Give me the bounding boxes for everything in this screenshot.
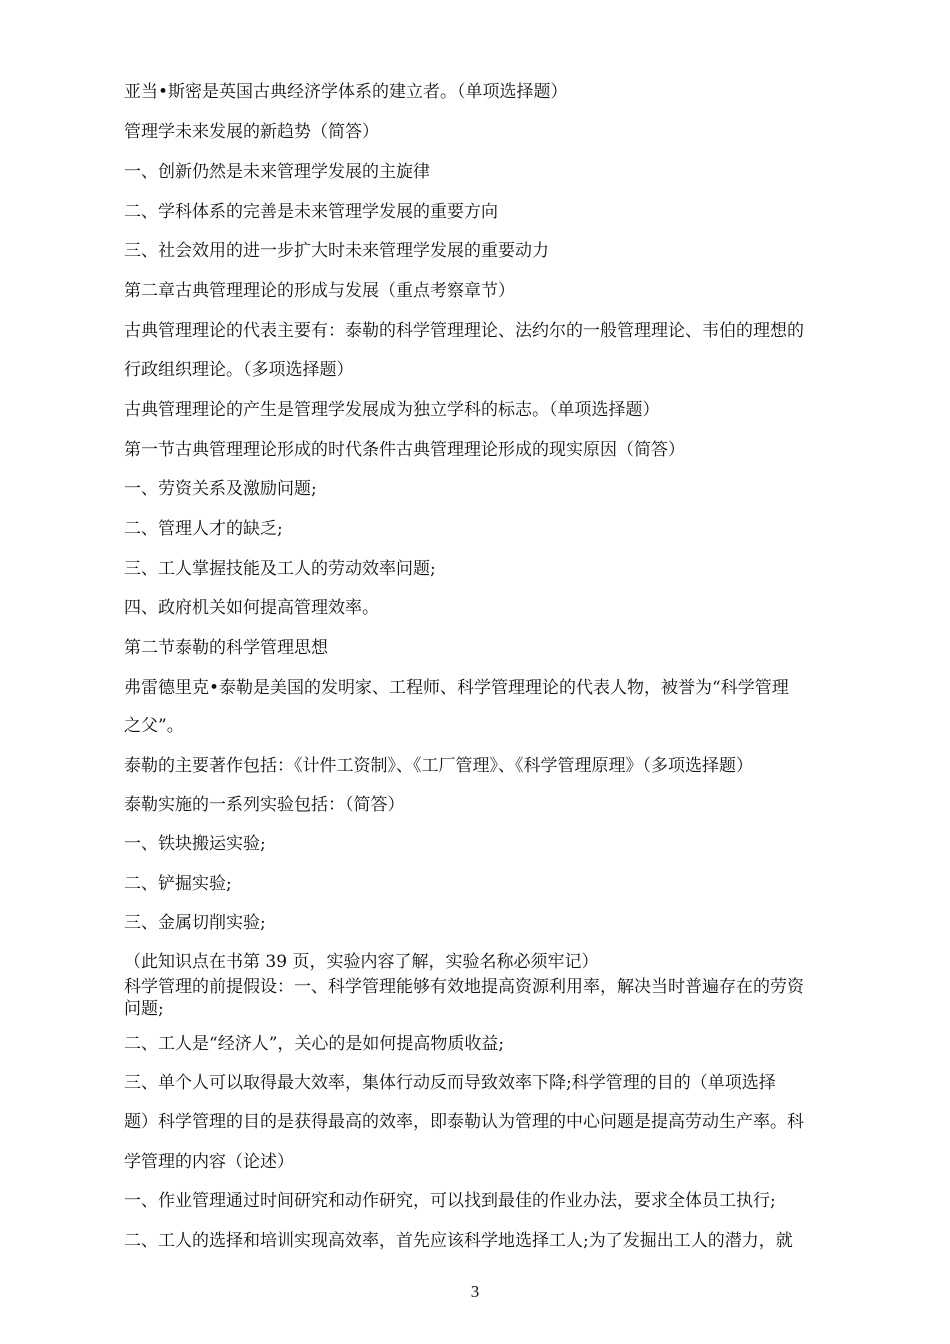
text-line: 科学管理的前提假设：一、科学管理能够有效地提高资源利用率，解决当时普遍存在的劳资: [124, 977, 804, 997]
text-line: 之父”。: [124, 716, 184, 736]
section-heading: 第二节泰勒的科学管理思想: [124, 638, 328, 658]
text-line: 行政组织理论。（多项选择题）: [124, 360, 354, 380]
list-item: 二、铲掘实验;: [124, 874, 232, 894]
list-item: 二、工人的选择和培训实现高效率，首先应该科学地选择工人;为了发掘出工人的潜力，就: [124, 1231, 793, 1251]
text-line: 三、社会效用的进一步扩大时未来管理学发展的重要动力: [124, 241, 549, 261]
text-line: 二、学科体系的完善是未来管理学发展的重要方向: [124, 202, 498, 222]
list-item: 二、管理人才的缺乏;: [124, 519, 283, 539]
text-line: 一、创新仍然是未来管理学发展的主旋律: [124, 162, 430, 182]
list-item: 四、政府机关如何提高管理效率。: [124, 598, 379, 618]
text-line: 弗雷德里克•泰勒是美国的发明家、工程师、科学管理理论的代表人物，被誉为“科学管理: [124, 678, 789, 698]
section-heading: 第一节古典管理理论形成的时代条件古典管理理论形成的现实原因（简答）: [124, 440, 685, 460]
text-line: 泰勒实施的一系列实验包括：（简答）: [124, 795, 405, 815]
text-line: 泰勒的主要著作包括：《计件工资制》、《工厂管理》、《科学管理原理》（多项选择题）: [124, 756, 753, 776]
list-item: 三、单个人可以取得最大效率，集体行动反而导致效率下降;科学管理的目的（单项选择: [124, 1073, 776, 1093]
text-line: 学管理的内容（论述）: [124, 1152, 294, 1172]
text-line: 古典管理理论的产生是管理学发展成为独立学科的标志。（单项选择题）: [124, 400, 660, 420]
list-item: 一、劳资关系及激励问题;: [124, 479, 317, 499]
section-heading: 第二章古典管理理论的形成与发展（重点考察章节）: [124, 281, 515, 301]
text-line: 管理学未来发展的新趋势（简答）: [124, 122, 379, 142]
note-line: （此知识点在书第 39 页，实验内容了解，实验名称必须牢记）: [124, 952, 599, 972]
list-item: 二、工人是“经济人”，关心的是如何提高物质收益;: [124, 1034, 505, 1054]
text-line: 题）科学管理的目的是获得最高的效率，即泰勒认为管理的中心问题是提高劳动生产率。科: [124, 1112, 804, 1132]
list-item: 一、作业管理通过时间研究和动作研究，可以找到最佳的作业办法，要求全体员工执行;: [124, 1191, 776, 1211]
text-line: 问题;: [124, 999, 164, 1019]
page-number: 3: [470, 1282, 480, 1301]
list-item: 三、金属切削实验;: [124, 913, 266, 933]
list-item: 三、工人掌握技能及工人的劳动效率问题;: [124, 559, 436, 579]
list-item: 一、铁块搬运实验;: [124, 834, 266, 854]
text-line: 亚当•斯密是英国古典经济学体系的建立者。（单项选择题）: [124, 82, 568, 102]
text-line: 古典管理理论的代表主要有：泰勒的科学管理理论、法约尔的一般管理理论、韦伯的理想的: [124, 321, 804, 341]
